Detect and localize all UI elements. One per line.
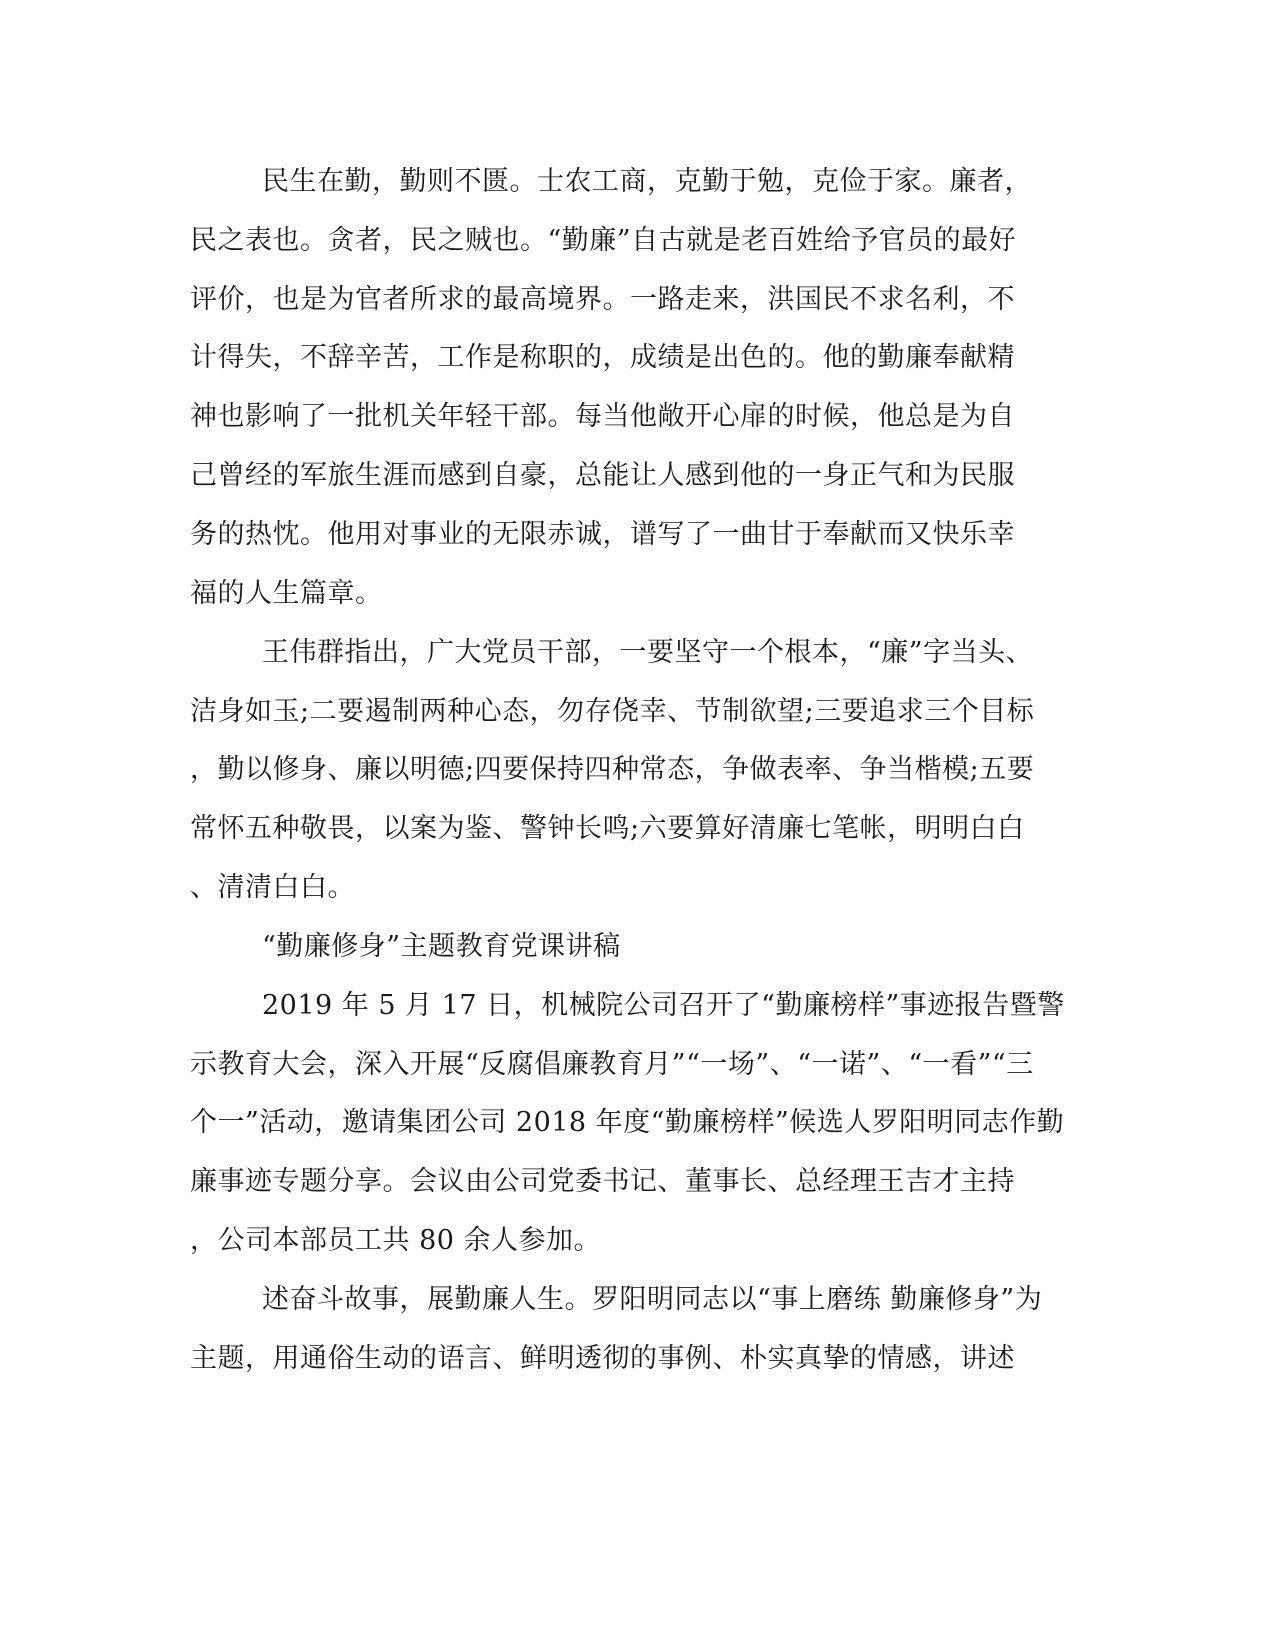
paragraph-1-line-8: 福的人生篇章。	[190, 578, 383, 609]
paragraph-1-line-2: 民之表也。贪者，民之贼也。“勤廉”自古就是老百姓给予官员的最好	[190, 225, 1017, 256]
paragraph-1-line-4: 计得失，不辞辛苦，工作是称职的，成绩是出色的。他的勤廉奉献精	[190, 342, 1015, 373]
paragraph-4-line-1: 述奋斗故事，展勤廉人生。罗阳明同志以“事上磨练 勤廉修身”为	[262, 1284, 1043, 1315]
paragraph-2-line-2: 洁身如玉;二要遏制两种心态，勿存侥幸、节制欲望;三要追求三个目标	[190, 696, 1035, 727]
paragraph-1-line-6: 己曾经的军旅生涯而感到自豪，总能让人感到他的一身正气和为民服	[190, 460, 1015, 491]
paragraph-3-line-4: 廉事迹专题分享。会议由公司党委书记、董事长、总经理王吉才主持	[190, 1166, 1015, 1197]
paragraph-2-line-5: 、清清白白。	[190, 872, 355, 903]
section-heading: “勤廉修身”主题教育党课讲稿	[262, 931, 621, 962]
paragraph-1-line-1: 民生在勤，勤则不匮。士农工商，克勤于勉，克俭于家。廉者，	[262, 166, 1032, 197]
paragraph-1-line-5: 神也影响了一批机关年轻干部。每当他敞开心扉的时候，他总是为自	[190, 401, 1015, 432]
paragraph-3-line-2: 示教育大会，深入开展“反腐倡廉教育月”“一场”、“一诺”、“一看”“三	[190, 1049, 1034, 1080]
paragraph-4-line-2: 主题，用通俗生动的语言、鲜明透彻的事例、朴实真挚的情感，讲述	[190, 1343, 1015, 1374]
paragraph-1-line-7: 务的热忱。他用对事业的无限赤诚，谱写了一曲甘于奉献而又快乐幸	[190, 519, 1015, 550]
paragraph-2-line-4: 常怀五种敬畏，以案为鉴、警钟长鸣;六要算好清廉七笔帐，明明白白	[190, 813, 1025, 844]
paragraph-2-line-1: 王伟群指出，广大党员干部，一要坚守一个根本，“廉”字当头、	[262, 637, 1034, 668]
paragraph-3-line-1: 2019 年 5 月 17 日，机械院公司召开了“勤廉榜样”事迹报告暨警	[262, 990, 1065, 1021]
paragraph-1-line-3: 评价，也是为官者所求的最高境界。一路走来，洪国民不求名利，不	[190, 284, 1015, 315]
paragraph-3-line-3: 个一”活动，邀请集团公司 2018 年度“勤廉榜样”候选人罗阳明同志作勤	[190, 1107, 1065, 1138]
paragraph-2-line-3: ，勤以修身、廉以明德;四要保持四种常态，争做表率、争当楷模;五要	[190, 754, 1035, 785]
paragraph-3-line-5: ，公司本部员工共 80 余人参加。	[190, 1225, 602, 1256]
